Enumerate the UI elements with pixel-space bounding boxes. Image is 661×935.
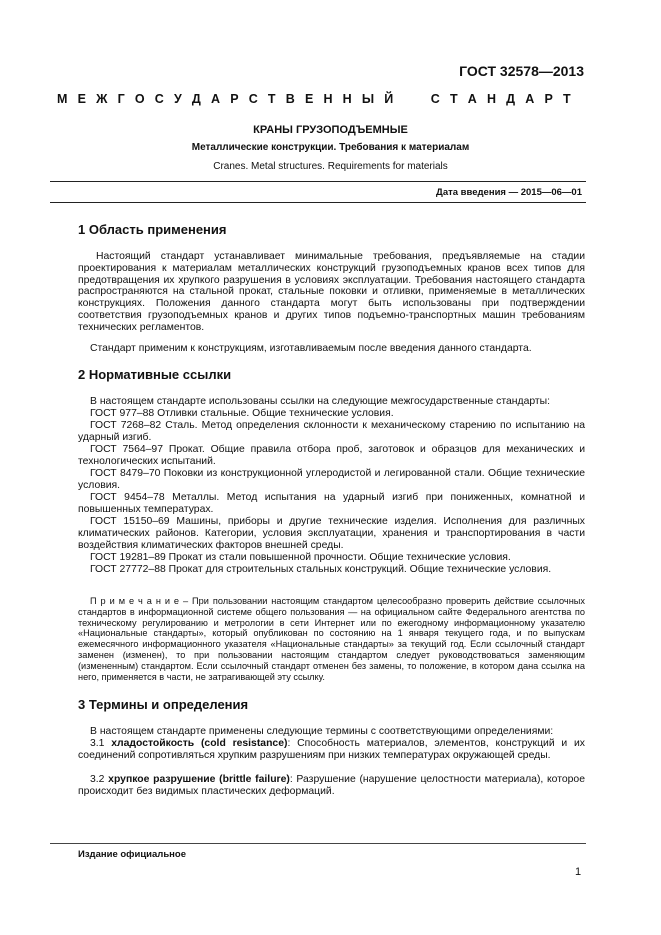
reference-text: ГОСТ 977–88 Отливки стальные. Общие технические условия.	[90, 408, 394, 419]
document-subtitle: Металлические конструкции. Требования к материалам	[191, 142, 470, 153]
document-subtitle-english: Cranes. Metal structures. Requirements for materials	[213, 161, 448, 172]
document-title: КРАНЫ ГРУЗОПОДЪЕМНЫЕ	[253, 124, 408, 136]
effective-date: Дата введения — 2015—06—01	[436, 187, 582, 198]
section-1-heading: 1 Область применения	[78, 222, 227, 237]
banner-letter: Е	[304, 92, 314, 106]
reference-text: ГОСТ 7564–97 Прокат. Общие правила отбора проб, заготовок и образцов для механических и технологических испытаний.	[78, 444, 585, 467]
reference-text: ГОСТ 9454–78 Металлы. Метод испытания на ударный изгиб при пониженных, комнатной и повышенных температурах.	[78, 492, 585, 515]
banner-letter: Й	[384, 92, 394, 106]
banner-letter: Г	[117, 92, 125, 106]
banner-letter: А	[211, 92, 221, 106]
banner-letter: Д	[191, 92, 201, 106]
note-label: П р и м е ч а н и е	[90, 596, 180, 606]
section-1-paragraph-2	[78, 343, 585, 355]
reference-text: ГОСТ 19281–89 Прокат из стали повышенной прочности. Общие технические условия.	[90, 552, 511, 563]
banner-letter: С	[430, 92, 440, 106]
banner-letter: А	[525, 92, 535, 106]
section-2-intro-text: В настоящем стандарте использованы ссылки на следующие межгосударственные стандарты:	[90, 396, 551, 407]
reference-item	[78, 444, 585, 468]
banner-letter: Н	[486, 92, 496, 106]
reference-item	[78, 420, 585, 444]
definition-text: : Разрушение (нарушение целостности материала), которое происходит без видимых пластических деформаций.	[78, 774, 585, 797]
banner-letter: Т	[267, 92, 276, 106]
reference-text: ГОСТ 7268–82 Сталь. Метод определения склонности к механическому старению по испытанию на ударный изгиб.	[78, 420, 585, 443]
banner-letter: Т	[449, 92, 458, 106]
section-1-paragraph-1: Настоящий стандарт устанавливает минимальные требования, предъявляемые на стадии проектирования к материалам металлических конструкций грузоподъемных кранов всех типов для предотвращения их хрупкого разрушения в условиях эксплуатации. Требования настоящего стандарта распространяются на стальной прокат, стальные поковки и отливки, применяемые в металлических конструкциях. Положения данного стандарта могут быть использованы при подтверждении соответствия грузоподъемных кранов и других типов подъемно-транспортных машин требованиям технических регламентов.	[78, 251, 585, 333]
section-3-heading: 3 Термины и определения	[78, 697, 249, 712]
definition-3-2	[78, 774, 585, 798]
banner-letter: Е	[77, 92, 86, 106]
reference-text: ГОСТ 27772–88 Прокат для строительных стальных конструкций. Общие технические условия.	[90, 564, 552, 575]
banner-letter: Н	[323, 92, 333, 106]
footer-divider	[50, 843, 586, 844]
definition-term: хладостойкость (cold resistance)	[111, 738, 288, 749]
banner-letter: Д	[506, 92, 516, 106]
reference-text: ГОСТ 8479–70 Поковки из конструкционной углеродистой и легированной стали. Общие технические условия.	[78, 468, 585, 491]
definition-number: 3.1	[90, 738, 112, 749]
banner-letter: В	[285, 92, 295, 106]
banner-letter: Н	[342, 92, 352, 106]
banner-letter	[403, 92, 406, 106]
reference-text: ГОСТ 15150–69 Машины, приборы и другие технические изделия. Исполнения для различных климатических районов. Категории, условия эксплуатации, хранения и транспортирования в части воздействия климатических факторов внешней среды.	[78, 516, 585, 551]
date-divider	[50, 202, 586, 203]
banner-letter: Ж	[96, 92, 108, 106]
definition-term: хрупкое разрушение (brittle failure)	[108, 774, 290, 785]
standard-id: ГОСТ 32578—2013	[459, 63, 584, 79]
definition-3-1	[78, 738, 585, 762]
banner-letter: С	[248, 92, 258, 106]
references-note	[78, 596, 585, 682]
banner-letter	[417, 92, 420, 106]
section-1-paragraph-2-text: Стандарт применим к конструкциям, изготавливаемым после введения данного стандарта.	[90, 343, 532, 354]
banner-letter: А	[467, 92, 477, 106]
note-text: – При пользовании настоящим стандартом целесообразно проверить действие ссылочных стандартов в информационной системе общего пользования — на официальном сайте Федерального агентства по техническому регулированию и метрологии в сети Интернет или по ежегодному информационному указателю «Национальные стандарты», который опубликован по состоянию на 1 января текущего года, и по выпускам ежемесячного информационного указателя «Национальные стандарты» за текущий год. Если ссылочный стандарт заменен (изменен), то при пользовании настоящим стандартом следует руководствоваться заменяющим (измененным) стандартом. Если ссылочный стандарт отменен без замены, то положение, в котором дана ссылка на него, применяется в части, не затрагивающей эту ссылку.	[78, 596, 585, 682]
reference-item	[78, 408, 585, 420]
reference-item	[78, 564, 585, 576]
section-3-intro	[78, 726, 585, 738]
reference-item	[78, 516, 585, 551]
section-3-intro-text: В настоящем стандарте применены следующие термины с соответствующими определениями:	[90, 726, 554, 737]
edition-label: Издание официальное	[78, 849, 186, 860]
section-2-heading: 2 Нормативные ссылки	[78, 367, 232, 382]
reference-item	[78, 552, 585, 564]
definition-number: 3.2	[90, 774, 109, 785]
section-2-intro	[78, 396, 585, 408]
definition-text: : Способность материалов, элементов, конструкций и их соединений сопротивляться хрупким разрушениям при низких температурах окружающей среды.	[78, 738, 585, 761]
page-number: 1	[575, 866, 582, 878]
reference-item	[78, 468, 585, 492]
banner-letter: Т	[562, 92, 571, 106]
reference-item	[78, 492, 585, 516]
banner-letter: Р	[230, 92, 239, 106]
banner-letter: У	[173, 92, 182, 106]
banner-letter: Ы	[361, 92, 375, 106]
banner-letter: М	[57, 92, 68, 106]
standard-type-banner	[57, 92, 571, 106]
banner-letter: О	[134, 92, 145, 106]
banner-letter: С	[154, 92, 164, 106]
banner-letter: Р	[544, 92, 553, 106]
title-divider	[50, 181, 586, 182]
